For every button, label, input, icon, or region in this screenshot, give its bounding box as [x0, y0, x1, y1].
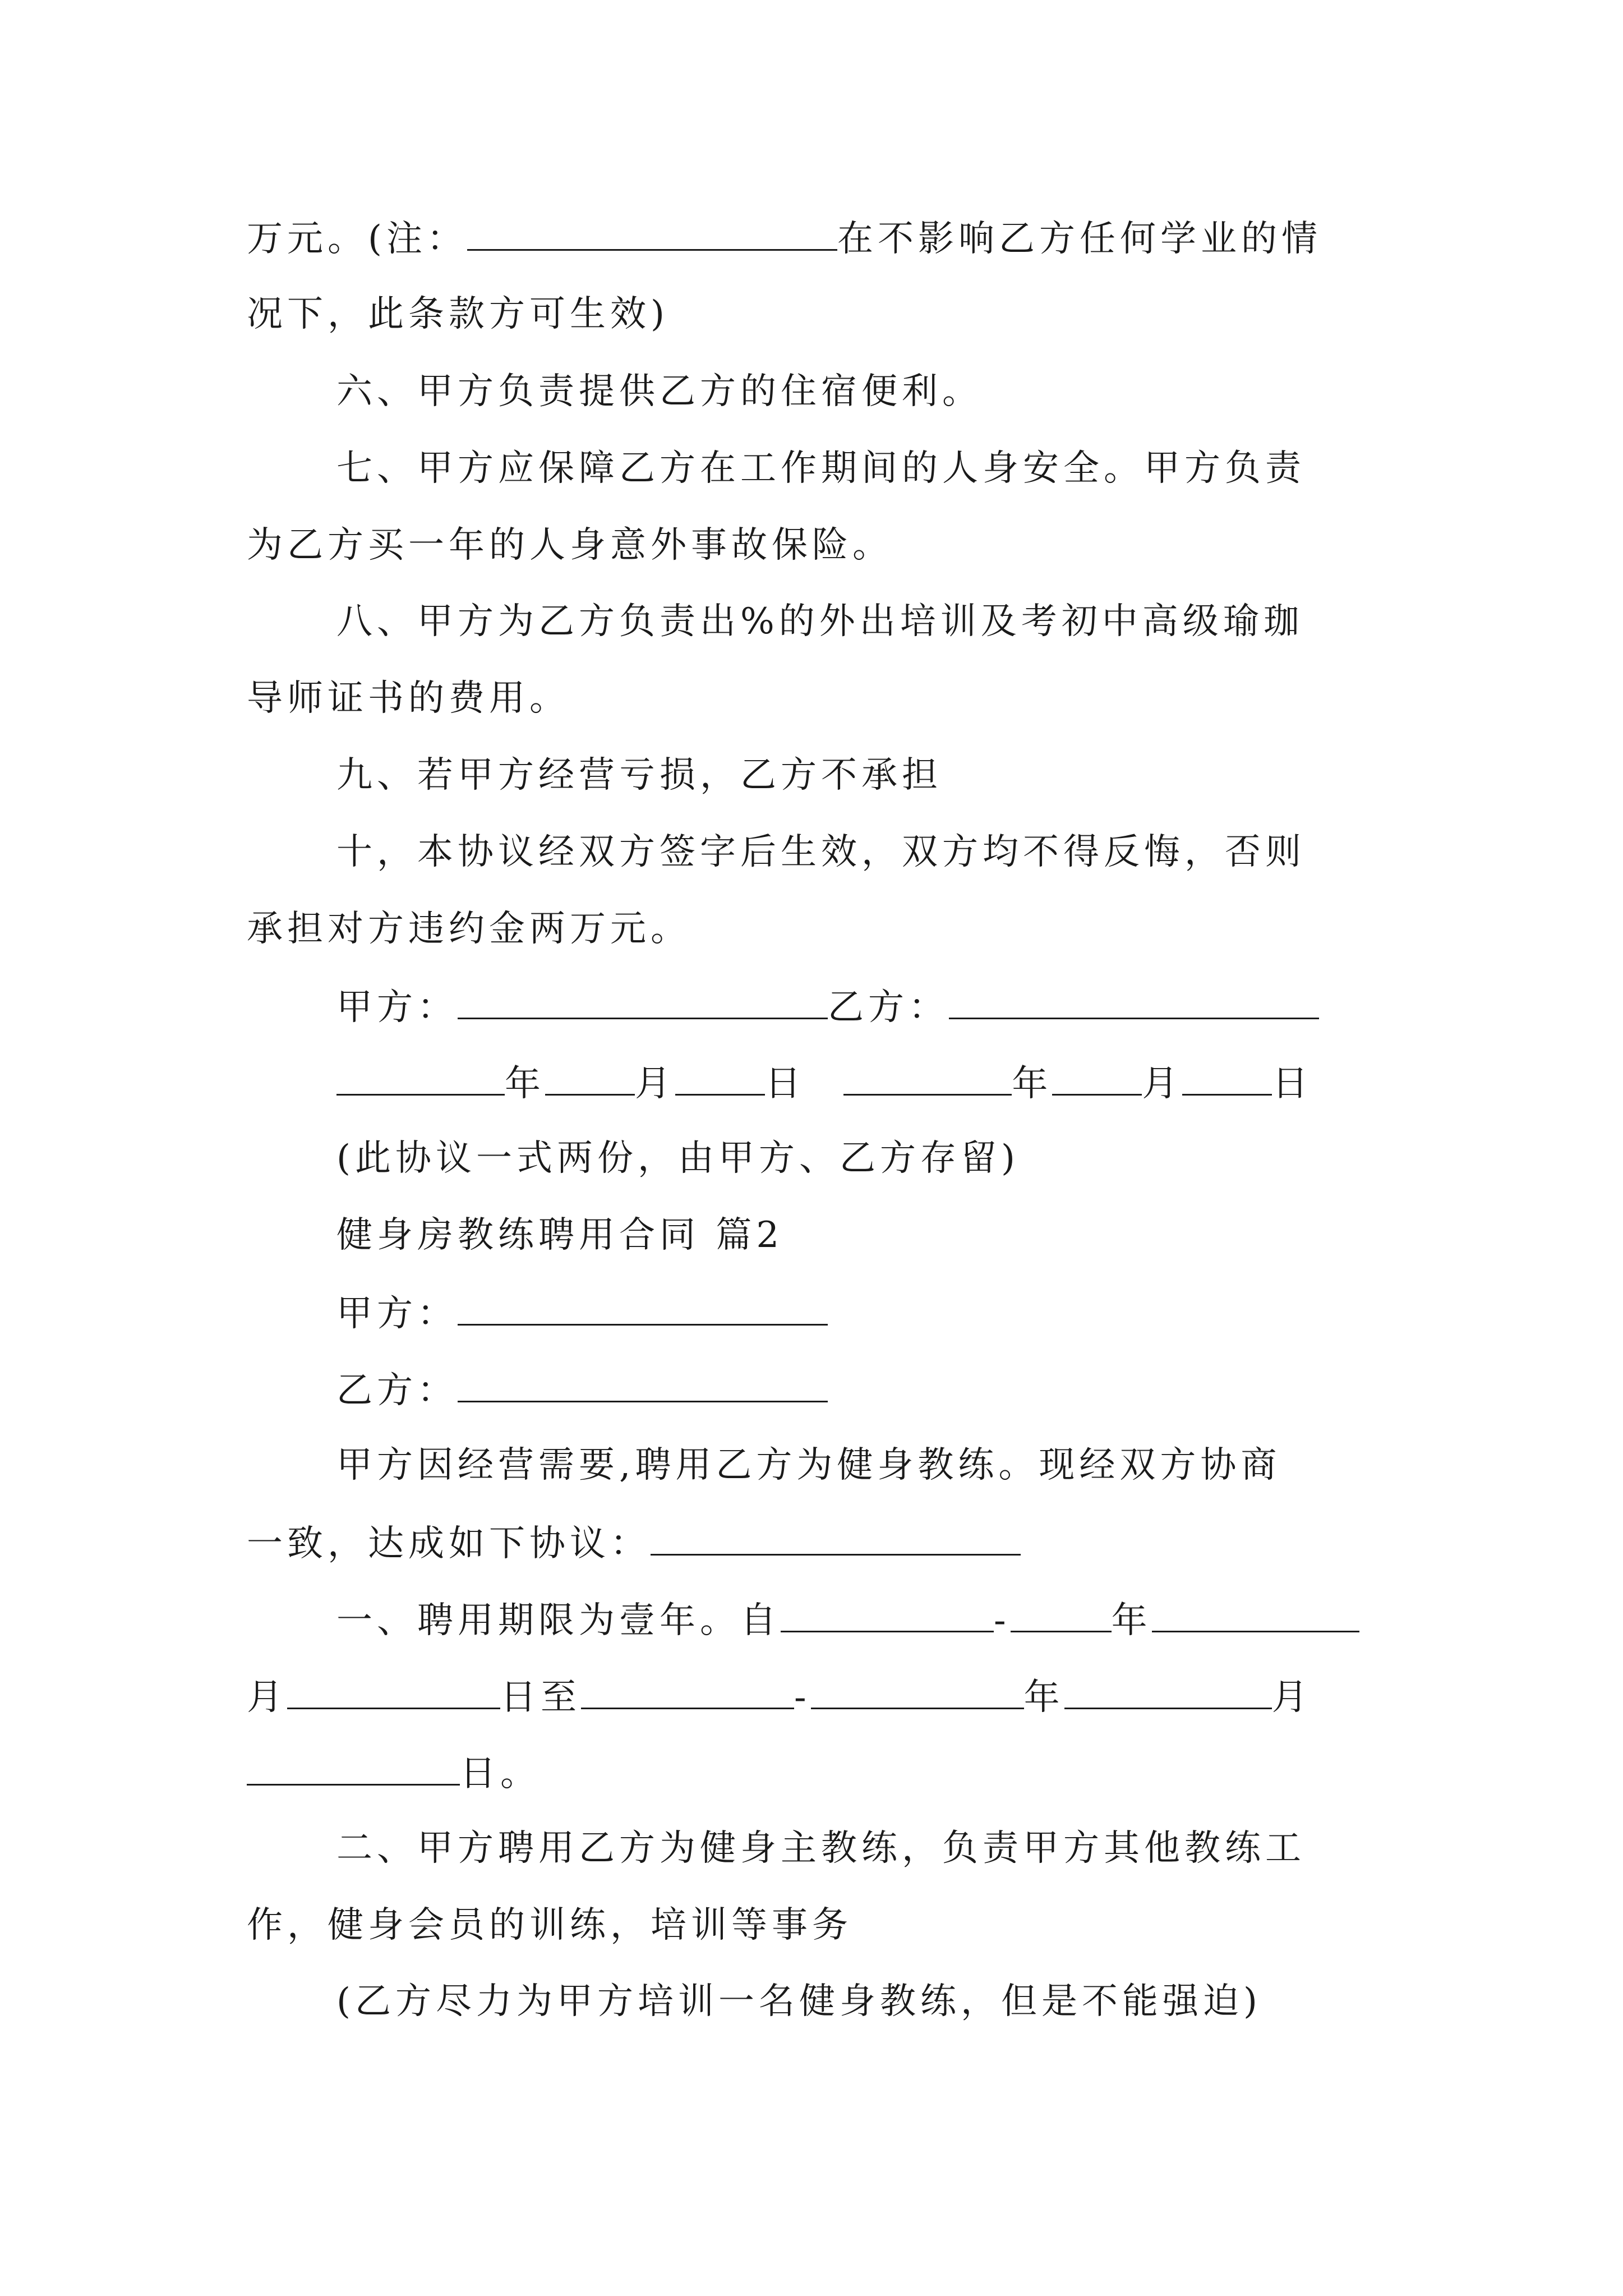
date-b-day: 日: [1272, 1063, 1313, 1105]
date-b-year-blank: [843, 1059, 1012, 1096]
s2-c1-month: 月: [247, 1677, 287, 1718]
clause-9: 九、若甲方经营亏损，乙方不承担: [336, 754, 942, 796]
s2-clause-1-text: 一、聘用期限为壹年。自: [336, 1600, 781, 1641]
s2-clause-2-line-1: 二、甲方聘用乙方为健身主教练，负责甲方其他教练工: [336, 1828, 1306, 1869]
clause-10-line-2: 承担对方违约金两万元。: [247, 908, 691, 950]
s2-party-a-label: 甲方：: [336, 1293, 458, 1335]
s2-c1-month-2: 月: [1271, 1677, 1312, 1718]
note-text-b: 在不影响乙方任何学业的情: [837, 218, 1322, 260]
date-a-month: 月: [635, 1063, 675, 1105]
s2-c1-day-end: 日。: [460, 1753, 541, 1795]
sign-party-b-blank: [949, 983, 1319, 1019]
date-a-day-blank: [675, 1059, 765, 1096]
signature-line: [336, 983, 1319, 1030]
note-line-2: 况下，此条款方可生效): [247, 293, 669, 335]
clause-7-line-2: 为乙方买一年的人身意外事故保险。: [247, 524, 893, 566]
s2-c1-year-2: 年: [1023, 1677, 1064, 1718]
s2-intro-blank: [651, 1519, 1021, 1556]
s2-party-b-blank: [458, 1366, 828, 1402]
date-b-day-blank: [1182, 1059, 1272, 1096]
s2-c1-dash-2: -: [794, 1677, 811, 1718]
s2-intro-line-2: [247, 1519, 1021, 1566]
s2-c1-blank-8: [247, 1749, 460, 1786]
s2-c1-blank-7: [1064, 1673, 1272, 1709]
s2-c1-blank-2: [1011, 1596, 1112, 1632]
copies-note: (此协议一式两份，由甲方、乙方存留): [336, 1138, 1020, 1179]
s2-c1-day-to: 日至: [500, 1677, 581, 1718]
s2-c1-blank-6: [811, 1673, 1024, 1709]
date-b-month: 月: [1142, 1063, 1183, 1105]
clause-8-line-1: 八、甲方为乙方负责出%的外出培训及考初中高级瑜珈: [336, 601, 1304, 642]
s2-c1-blank-1: [781, 1596, 994, 1632]
date-line: [336, 1059, 1312, 1106]
date-a-year-blank: [336, 1059, 505, 1096]
s2-clause-2-line-2: 作，健身会员的训练，培训等事务: [247, 1904, 852, 1946]
s2-party-b-label: 乙方：: [336, 1370, 458, 1411]
date-a-year: 年: [505, 1063, 545, 1105]
clause-7-line-1: 七、甲方应保障乙方在工作期间的人身安全。甲方负责: [336, 448, 1306, 489]
s2-clause-2-note: (乙方尽力为甲方培训一名健身教练，但是不能强迫): [336, 1981, 1262, 2022]
note-line-1: [247, 214, 1322, 261]
date-b-month-blank: [1052, 1059, 1142, 1096]
clause-6: 六、甲方负责提供乙方的住宿便利。: [336, 371, 983, 412]
sign-party-b-label: 乙方：: [828, 987, 949, 1028]
s2-c1-blank-5: [581, 1673, 794, 1709]
date-b-year: 年: [1012, 1063, 1053, 1105]
s2-party-a-line: [336, 1289, 828, 1336]
date-a-day: 日: [765, 1063, 805, 1105]
s2-clause-1-line-1: [336, 1596, 1359, 1643]
s2-c1-year: 年: [1111, 1600, 1152, 1641]
s2-clause-1-line-3: [247, 1749, 541, 1796]
s2-c1-dash: -: [994, 1600, 1011, 1641]
sign-party-a-blank: [458, 983, 828, 1019]
date-a-month-blank: [545, 1059, 635, 1096]
sign-party-a-label: 甲方：: [336, 987, 458, 1028]
s2-intro-text: 一致，达成如下协议：: [247, 1523, 651, 1565]
s2-c1-blank-4: [287, 1673, 500, 1709]
note-blank: [467, 214, 837, 251]
s2-c1-blank-3: [1152, 1596, 1359, 1632]
section-2-title: 健身房教练聘用合同 篇2: [336, 1214, 784, 1256]
s2-intro-line-1: 甲方因经营需要,聘用乙方为健身教练。现经双方协商: [336, 1444, 1281, 1486]
note-text-a: 万元。(注：: [247, 218, 467, 260]
s2-clause-1-line-2: [247, 1673, 1312, 1720]
clause-8-line-2: 导师证书的费用。: [247, 678, 570, 719]
clause-10-line-1: 十，本协议经双方签字后生效，双方均不得反悔，否则: [336, 831, 1306, 873]
s2-party-b-line: [336, 1366, 828, 1413]
s2-party-a-blank: [458, 1289, 828, 1326]
